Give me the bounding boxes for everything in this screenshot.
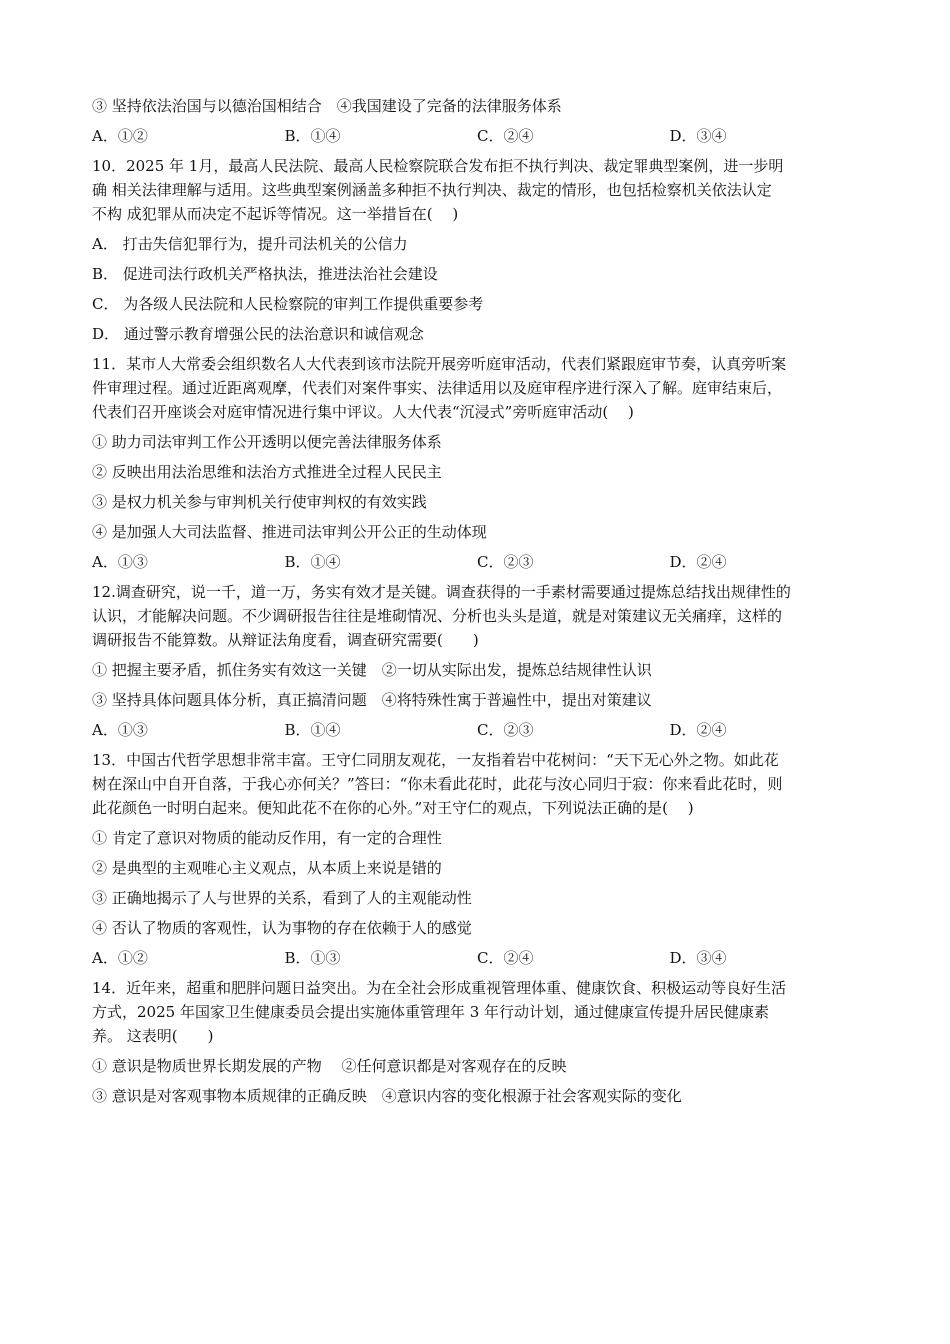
- q11-statement-3: ③ 是权力机关参与审判机关行使审判权的有效实践: [92, 493, 427, 511]
- question-10: [92, 154, 862, 346]
- q11-options: [92, 550, 862, 574]
- q11-stem-line: 代表们召开座谈会对庭审情况进行集中评议。人大代表“沉浸式”旁听庭审活动( ): [92, 403, 634, 421]
- q10-choice-a: A． 打击失信犯罪行为，提升司法机关的公信力: [92, 235, 408, 253]
- option-c: C．②③: [477, 553, 534, 571]
- q11-stem: [92, 352, 862, 424]
- option-b: B．①③: [284, 949, 341, 967]
- q12-statement-line: ① 把握主要矛盾，抓住务实有效这一关键 ②一切从实际出发，提炼总结规律性认识: [92, 661, 652, 679]
- option-c: C．②④: [477, 127, 534, 145]
- q13-stem-line: 13．中国古代哲学思想非常丰富。王守仁同朋友观花，一友指着岩中花树问：“天下无心外之物。如此花: [92, 751, 779, 769]
- q14-stem-line: 方式，2025 年国家卫生健康委员会提出实施体重管理年 3 年行动计划，通过健康宣传提升居民健康素: [92, 1003, 770, 1021]
- q11-statement-4: ④ 是加强人大司法监督、推进司法审判公开公正的生动体现: [92, 523, 487, 541]
- q10-stem: [92, 154, 862, 226]
- question-11: [92, 352, 862, 574]
- q12-stem: [92, 580, 862, 652]
- q14-stem: [92, 976, 862, 1048]
- q14-statement-line: ③ 意识是对客观事物本质规律的正确反映 ④意识内容的变化根源于社会客观实际的变化: [92, 1087, 682, 1105]
- option-d: D．②④: [669, 553, 727, 571]
- q12-stem-line: 调研报告不能算数。从辩证法角度看，调查研究需要( ): [92, 631, 479, 649]
- q13-stem-line: 树在深山中自开自落，于我心亦何关？”答曰：“你未看此花时，此花与汝心同归于寂：你来看此花时，则: [92, 775, 783, 793]
- q9-statement-line: ③ 坚持依法治国与以德治国相结合 ④我国建设了完备的法律服务体系: [92, 97, 562, 115]
- q11-stem-line: 11．某市人大常委会组织数名人大代表到该市法院开展旁听庭审活动，代表们紧跟庭审节奏，认真旁听案: [92, 355, 787, 373]
- q14-statement-line: ① 意识是物质世界长期发展的产物 ②任何意识都是对客观存在的反映: [92, 1057, 567, 1075]
- q13-stem: [92, 748, 862, 820]
- q10-choice-c: C． 为各级人民法院和人民检察院的审判工作提供重要参考: [92, 295, 484, 313]
- q12-options: [92, 718, 862, 742]
- q13-statement-4: ④ 否认了物质的客观性，认为事物的存在依赖于人的感觉: [92, 919, 472, 937]
- option-d: D．③④: [669, 127, 727, 145]
- option-a: A．①③: [92, 553, 148, 571]
- option-b: B．①④: [284, 127, 341, 145]
- question-12: [92, 580, 862, 742]
- q10-choice-d: D． 通过警示教育增强公民的法治意识和诚信观念: [92, 325, 424, 343]
- q10-stem-line: 确 相关法律理解与适用。这些典型案例涵盖多种拒不执行判决、裁定的情形，也包括检察机关依法认定: [92, 181, 772, 199]
- q13-statement-3: ③ 正确地揭示了人与世界的关系，看到了人的主观能动性: [92, 889, 472, 907]
- q14-stem-line: 14．近年来，超重和肥胖问题日益突出。为在全社会形成重视管理体重、健康饮食、积极运动等良好生活: [92, 979, 787, 997]
- q11-statement-2: ② 反映出用法治思维和法治方式推进全过程人民民主: [92, 463, 442, 481]
- question-9: [92, 94, 862, 148]
- q13-statement-2: ② 是典型的主观唯心主义观点，从本质上来说是错的: [92, 859, 442, 877]
- option-c: C．②③: [477, 721, 534, 739]
- option-d: D．②④: [669, 721, 727, 739]
- option-a: A．①③: [92, 721, 148, 739]
- option-d: D．③④: [669, 949, 727, 967]
- q13-statement-1: ① 肯定了意识对物质的能动反作用，有一定的合理性: [92, 829, 442, 847]
- question-14: [92, 976, 862, 1108]
- option-c: C．②④: [477, 949, 534, 967]
- q13-stem-line: 此花颜色一时明白起来。便知此花不在你的心外。”对王守仁的观点，下列说法正确的是( ): [92, 799, 694, 817]
- q10-choice-b: B． 促进司法行政机关严格执法，推进法治社会建设: [92, 265, 438, 283]
- q13-options: [92, 946, 862, 970]
- exam-page: [92, 94, 862, 1108]
- q11-statement-1: ① 助力司法审判工作公开透明以便完善法律服务体系: [92, 433, 442, 451]
- option-a: A．①②: [92, 949, 148, 967]
- q9-options: [92, 124, 862, 148]
- q12-statement-line: ③ 坚持具体问题具体分析，真正搞清问题 ④将特殊性寓于普遍性中，提出对策建议: [92, 691, 652, 709]
- option-b: B．①④: [284, 553, 341, 571]
- q11-stem-line: 件审理过程。通过近距离观摩，代表们对案件事实、法律适用以及庭审程序进行深入了解。庭审结束后，: [92, 379, 783, 397]
- option-b: B．①④: [284, 721, 341, 739]
- q12-stem-line: 12.调查研究，说一千，道一万，务实有效才是关键。调查获得的一手素材需要通过提炼总结找出规律性的: [92, 583, 791, 601]
- option-a: A．①②: [92, 127, 148, 145]
- q14-stem-line: 养。 这表明( ): [92, 1027, 214, 1045]
- q10-stem-line: 不构 成犯罪从而决定不起诉等情况。这一举措旨在( ): [92, 205, 459, 223]
- question-13: [92, 748, 862, 970]
- q12-stem-line: 认识，才能解决问题。不少调研报告往往是堆砌情况、分析也头头是道，就是对策建议无关痛痒，这样的: [92, 607, 783, 625]
- q10-stem-line: 10．2025 年 1月，最高人民法院、最高人民检察院联合发布拒不执行判决、裁定罪典型案例，进一步明: [92, 157, 784, 175]
